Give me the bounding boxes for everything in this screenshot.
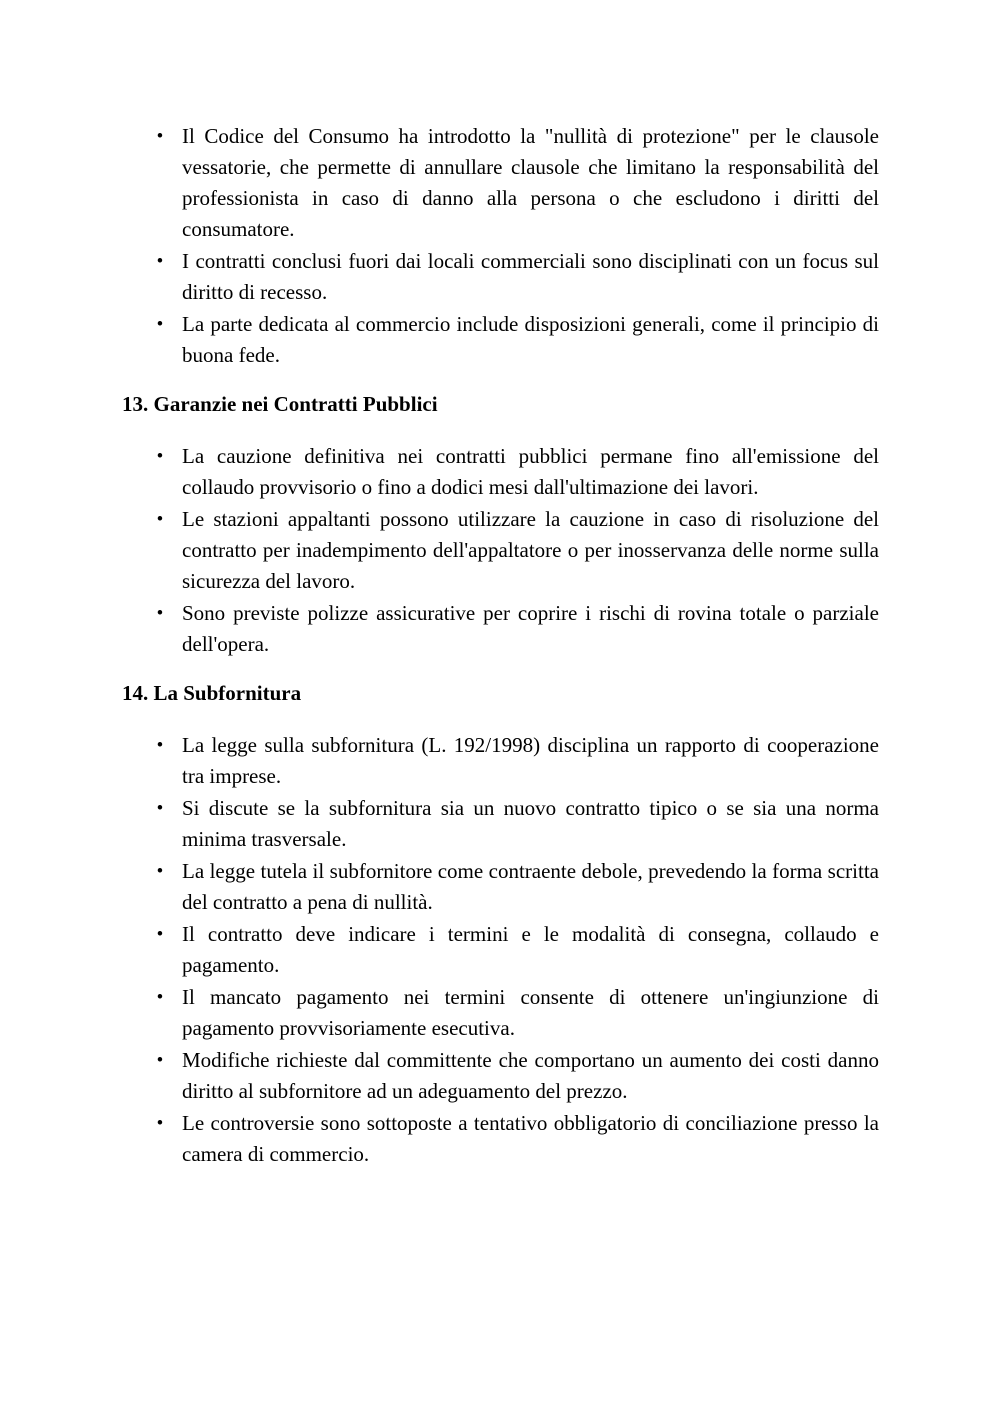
list-item [122,441,879,503]
bullet-icon: • [156,735,164,756]
bullet-icon: • [156,446,164,467]
list-item [122,246,879,308]
bullet-icon: • [156,126,164,147]
list-item [122,1108,879,1170]
list-item-text: I contratti conclusi fuori dai locali commerciali sono disciplinati con un focus sul diritto di recesso. [182,249,879,304]
bullet-icon: • [156,1113,164,1134]
list-item [122,730,879,792]
list-item-text: Sono previste polizze assicurative per coprire i rischi di rovina totale o parziale dell'opera. [182,601,879,656]
intro-bullet-list [122,121,879,371]
section-13-bullet-list [122,441,879,660]
section-heading: 13. Garanzie nei Contratti Pubblici [122,392,438,416]
list-item [122,121,879,245]
bullet-icon: • [156,314,164,335]
list-item-text: Il mancato pagamento nei termini consente di ottenere un'ingiunzione di pagamento provvisoriamente esecutiva. [182,985,879,1040]
bullet-icon: • [156,861,164,882]
bullet-icon: • [156,798,164,819]
list-item-text: Il contratto deve indicare i termini e le modalità di consegna, collaudo e pagamento. [182,922,879,977]
list-item [122,793,879,855]
list-item-text: La cauzione definitiva nei contratti pubblici permane fino all'emissione del collaudo provvisorio o fino a dodici mesi dall'ultimazione dei lavori. [182,444,879,499]
section-heading: 14. La Subfornitura [122,681,302,705]
list-item [122,309,879,371]
list-item [122,856,879,918]
list-item [122,919,879,981]
list-item-text: Le controversie sono sottoposte a tentativo obbligatorio di conciliazione presso la camera di commercio. [182,1111,879,1166]
bullet-icon: • [156,251,164,272]
list-item-text: La parte dedicata al commercio include disposizioni generali, come il principio di buona fede. [182,312,879,367]
list-item [122,1045,879,1107]
list-item-text: Si discute se la subfornitura sia un nuovo contratto tipico o se sia una norma minima trasversale. [182,796,879,851]
list-item [122,982,879,1044]
bullet-icon: • [156,509,164,530]
section-14-bullet-list [122,730,879,1170]
bullet-icon: • [156,987,164,1008]
list-item-text: Il Codice del Consumo ha introdotto la "nullità di protezione" per le clausole vessatorie, che permette di annullare clausole che limitano la responsabilità del professionista in caso di danno alla persona o che escludono i diritti del consumatore. [182,124,879,241]
document-page [122,121,879,1171]
bullet-icon: • [156,1050,164,1071]
list-item [122,504,879,597]
list-item-text: La legge tutela il subfornitore come contraente debole, prevedendo la forma scritta del contratto a pena di nullità. [182,859,879,914]
bullet-icon: • [156,924,164,945]
list-item [122,598,879,660]
list-item-text: La legge sulla subfornitura (L. 192/1998) disciplina un rapporto di cooperazione tra imprese. [182,733,879,788]
list-item-text: Modifiche richieste dal committente che comportano un aumento dei costi danno diritto al subfornitore ad un adeguamento del prezzo. [182,1048,879,1103]
list-item-text: Le stazioni appaltanti possono utilizzare la cauzione in caso di risoluzione del contratto per inadempimento dell'appaltatore o per inosservanza delle norme sulla sicurezza del lavoro. [182,507,879,593]
bullet-icon: • [156,603,164,624]
